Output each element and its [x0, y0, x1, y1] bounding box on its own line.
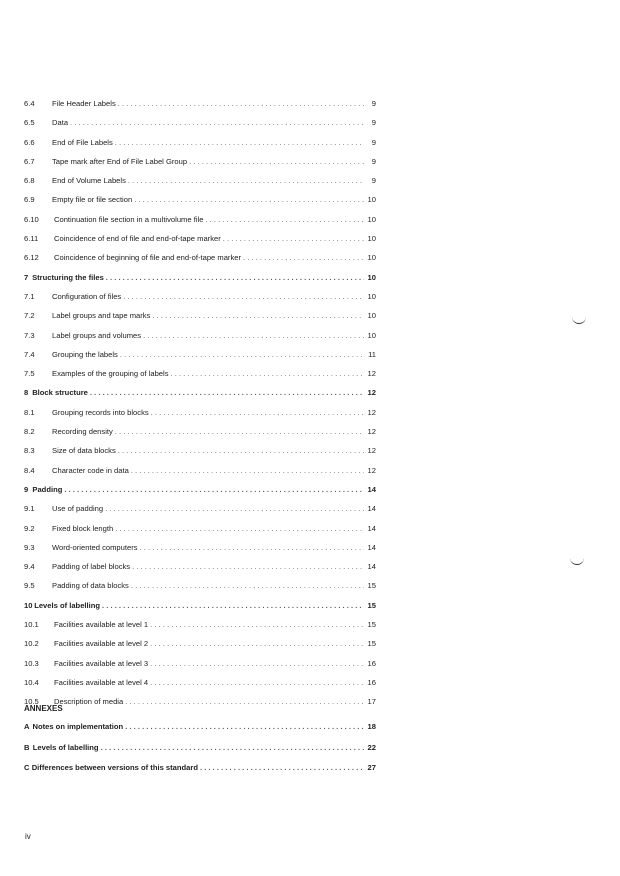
dot-leader	[115, 524, 364, 533]
entry-title: Recording density	[52, 427, 113, 437]
toc-entry[interactable]	[24, 292, 376, 311]
dot-leader	[131, 466, 364, 475]
entry-title: Label groups and tape marks	[52, 311, 151, 321]
entry-number: 7.4	[24, 349, 35, 359]
dot-leader	[140, 543, 364, 552]
entry-title: Description of media	[54, 697, 124, 707]
toc-entry[interactable]	[24, 176, 376, 195]
dot-leader	[243, 253, 364, 262]
table-of-contents	[24, 99, 376, 717]
toc-entry[interactable]	[24, 331, 376, 350]
toc-entry[interactable]	[24, 601, 376, 620]
entry-title: Data	[52, 118, 69, 128]
entry-title: Grouping records into blocks	[52, 407, 149, 417]
entry-page: 22	[367, 742, 376, 752]
entry-page: 14	[367, 484, 376, 494]
entry-number: 8.4	[24, 465, 35, 475]
toc-entry[interactable]	[24, 639, 376, 658]
entry-page: 12	[367, 465, 376, 475]
entry-number: 8	[24, 388, 29, 398]
entry-page: 9	[371, 99, 376, 108]
entry-title: Examples of the grouping of labels	[52, 369, 169, 379]
dot-leader	[105, 504, 364, 513]
entry-title: End of File Labels	[52, 137, 113, 147]
entry-page: 11	[368, 349, 376, 359]
entry-page: 9	[371, 118, 376, 128]
entry-page: 14	[367, 562, 376, 572]
toc-entry[interactable]	[24, 722, 376, 743]
entry-page: 12	[367, 388, 376, 398]
toc-entry[interactable]	[24, 659, 376, 678]
entry-page: 12	[367, 407, 376, 417]
dot-leader	[150, 659, 364, 668]
entry-page: 10	[367, 214, 376, 224]
entry-page: 9	[371, 176, 376, 186]
toc-entry[interactable]	[24, 234, 376, 253]
entry-page: 27	[367, 763, 376, 772]
dot-leader	[128, 176, 364, 185]
dot-leader	[200, 763, 364, 772]
entry-number: 10.2	[24, 639, 39, 649]
dot-leader	[70, 118, 364, 127]
page-number: iv	[25, 832, 31, 841]
entry-title: Fixed block length	[52, 523, 114, 533]
dot-leader	[118, 446, 364, 455]
entry-title: Structuring the files	[32, 272, 104, 282]
scan-mark	[570, 558, 584, 565]
entry-title: Tape mark after End of File Label Group	[52, 156, 188, 166]
entry-title: Notes on implementation	[32, 722, 124, 731]
entry-title: Levels of labelling	[32, 742, 99, 752]
entry-number: C	[24, 763, 30, 772]
entry-title: Facilities available at level 1	[54, 620, 149, 630]
dot-leader	[115, 427, 364, 436]
dot-leader	[90, 388, 364, 397]
entry-title: Facilities available at level 2	[54, 639, 149, 649]
toc-entry[interactable]	[24, 581, 376, 600]
toc-entry[interactable]	[24, 215, 376, 234]
entry-title: Block structure	[32, 388, 88, 398]
entry-page: 10	[367, 195, 376, 205]
toc-entry[interactable]	[24, 446, 376, 465]
entry-page: 9	[371, 137, 376, 147]
dot-leader	[134, 195, 364, 204]
entry-number: 9.2	[24, 523, 35, 533]
dot-leader	[118, 99, 364, 108]
toc-entry[interactable]	[24, 253, 376, 272]
dot-leader	[131, 581, 364, 590]
entry-page: 12	[367, 446, 376, 456]
entry-page: 17	[367, 697, 376, 707]
entry-page: 10	[367, 234, 376, 244]
dot-leader	[223, 234, 364, 243]
entry-title: Padding of label blocks	[52, 562, 131, 572]
dot-leader	[115, 138, 364, 147]
entry-number: 7.3	[24, 330, 35, 340]
toc-entry[interactable]	[24, 763, 376, 784]
toc-entry[interactable]	[24, 427, 376, 446]
entry-title: Use of padding	[52, 504, 104, 514]
entry-page: 15	[367, 639, 376, 649]
entry-number: B	[24, 742, 30, 752]
toc-entry[interactable]	[24, 524, 376, 543]
entry-number: 9.5	[24, 581, 35, 591]
entry-page: 10	[367, 311, 376, 321]
entry-number: 9.4	[24, 562, 35, 572]
entry-page: 15	[367, 600, 376, 610]
entry-page: 12	[367, 369, 376, 379]
entry-title: Size of data blocks	[52, 446, 116, 456]
entry-number: 10.3	[24, 658, 39, 668]
entry-title: Levels of labelling	[34, 600, 101, 610]
entry-page: 10	[367, 272, 376, 282]
entry-number: 8.3	[24, 446, 35, 456]
entry-number: 10.5	[24, 697, 39, 707]
entry-title: Coincidence of end of file and end-of-tape marker	[54, 234, 221, 244]
toc-entry[interactable]	[24, 697, 376, 716]
entry-title: Word-oriented computers	[52, 542, 138, 552]
entry-number: 7.1	[24, 291, 35, 301]
toc-entry[interactable]	[24, 743, 376, 764]
entry-number: 6.4	[24, 99, 35, 108]
entry-page: 9	[371, 156, 376, 166]
annexes-heading: ANNEXES	[24, 704, 63, 713]
entry-number: A	[24, 722, 30, 731]
toc-entry[interactable]	[24, 485, 376, 504]
entry-title: Configuration of files	[52, 291, 122, 301]
toc-entry[interactable]	[24, 369, 376, 388]
entry-page: 14	[367, 542, 376, 552]
dot-leader	[205, 215, 364, 224]
entry-number: 6.5	[24, 118, 35, 128]
entry-title: Empty file or file section	[52, 195, 133, 205]
entry-number: 6.10	[24, 214, 39, 224]
dot-leader	[150, 678, 364, 687]
toc-entry[interactable]	[24, 118, 376, 137]
dot-leader	[64, 485, 364, 494]
entry-title: End of Volume Labels	[52, 176, 126, 186]
dot-leader	[152, 311, 364, 320]
entry-page: 16	[367, 658, 376, 668]
dot-leader	[106, 273, 364, 282]
dot-leader	[151, 408, 364, 417]
entry-number: 8.1	[24, 407, 35, 417]
entry-title: Facilities available at level 4	[54, 677, 149, 687]
entry-number: 6.12	[24, 253, 39, 263]
toc-entry[interactable]	[24, 311, 376, 330]
scan-mark	[572, 317, 586, 324]
toc-entry[interactable]	[24, 466, 376, 485]
entry-page: 16	[367, 677, 376, 687]
entry-number: 6.7	[24, 156, 35, 166]
entry-title: Coincidence of beginning of file and end-of-tape marker	[54, 253, 242, 263]
toc-entry[interactable]	[24, 273, 376, 292]
dot-leader	[150, 639, 364, 648]
entry-title: File Header Labels	[52, 99, 116, 108]
toc-entry[interactable]	[24, 562, 376, 581]
entry-number: 10.1	[24, 620, 39, 630]
entry-title: Grouping the labels	[52, 349, 118, 359]
entry-page: 10	[367, 330, 376, 340]
entry-title: Padding	[32, 484, 63, 494]
entry-page: 15	[367, 620, 376, 630]
toc-entry[interactable]	[24, 678, 376, 697]
toc-entry[interactable]	[24, 543, 376, 562]
entry-page: 12	[367, 427, 376, 437]
entry-title: Differences between versions of this standard	[31, 763, 198, 772]
entry-number: 7	[24, 272, 29, 282]
toc-entry[interactable]	[24, 504, 376, 523]
entry-page: 15	[367, 581, 376, 591]
entry-title: Continuation file section in a multivolume file	[54, 214, 204, 224]
dot-leader	[150, 620, 364, 629]
entry-number: 8.2	[24, 427, 35, 437]
dot-leader	[123, 292, 364, 301]
entry-page: 10	[367, 291, 376, 301]
dot-leader	[125, 722, 364, 731]
entry-number: 7.2	[24, 311, 35, 321]
toc-entry[interactable]	[24, 350, 376, 369]
entry-title: Label groups and volumes	[52, 330, 142, 340]
entry-number: 6.11	[24, 234, 39, 244]
entry-title: Padding of data blocks	[52, 581, 129, 591]
toc-entry[interactable]	[24, 388, 376, 407]
entry-page: 14	[367, 523, 376, 533]
toc-entry[interactable]	[24, 195, 376, 214]
dot-leader	[132, 562, 364, 571]
entry-number: 6.6	[24, 137, 35, 147]
entry-number: 6.8	[24, 176, 35, 186]
entry-page: 14	[367, 504, 376, 514]
entry-number: 10	[24, 600, 33, 610]
dot-leader	[120, 350, 364, 359]
dot-leader	[143, 331, 364, 340]
toc-entry[interactable]	[24, 620, 376, 639]
entry-page: 18	[367, 722, 376, 731]
entry-number: 9.3	[24, 542, 35, 552]
annexes-list	[24, 722, 376, 784]
entry-number: 9	[24, 484, 29, 494]
toc-entry[interactable]	[24, 408, 376, 427]
entry-page: 10	[367, 253, 376, 263]
entry-number: 7.5	[24, 369, 35, 379]
dot-leader	[189, 157, 364, 166]
toc-entry[interactable]	[24, 138, 376, 157]
dot-leader	[171, 369, 364, 378]
entry-number: 6.9	[24, 195, 35, 205]
dot-leader	[125, 697, 364, 706]
entry-number: 10.4	[24, 677, 39, 687]
dot-leader	[102, 601, 364, 610]
toc-entry[interactable]	[24, 99, 376, 118]
dot-leader	[101, 743, 364, 752]
entry-title: Facilities available at level 3	[54, 658, 149, 668]
entry-number: 9.1	[24, 504, 35, 514]
entry-title: Character code in data	[52, 465, 129, 475]
toc-entry[interactable]	[24, 157, 376, 176]
